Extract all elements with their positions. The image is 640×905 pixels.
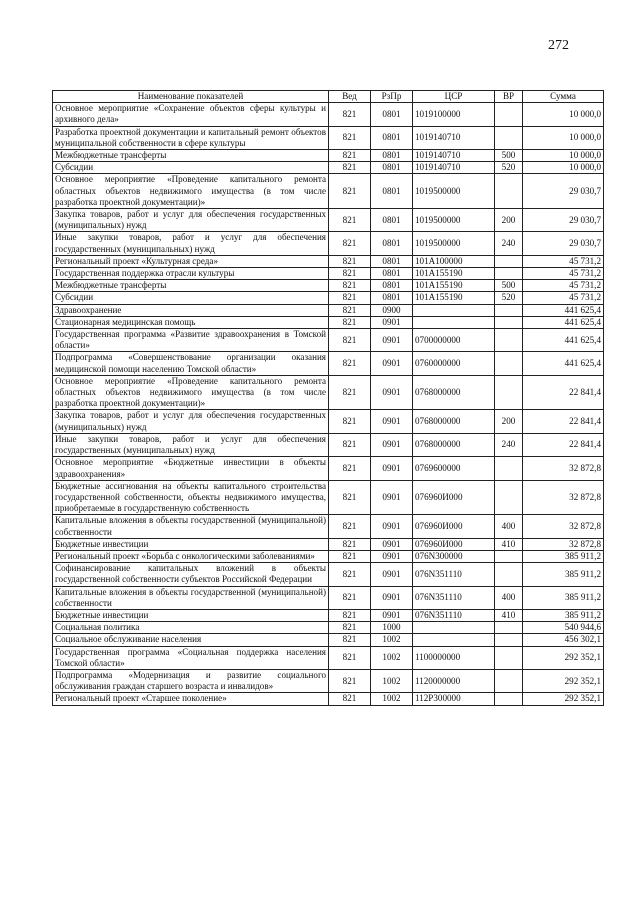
sum-cell: 441 625,4	[523, 304, 604, 316]
sum-cell: 45 731,2	[523, 255, 604, 267]
sum-cell: 540 944,6	[523, 622, 604, 634]
ved-cell: 821	[329, 693, 371, 705]
table-row	[53, 103, 604, 126]
csr-cell: 1019500000	[413, 232, 495, 255]
vr-cell	[495, 126, 523, 149]
vr-cell	[495, 316, 523, 328]
header-name: Наименование показателей	[53, 91, 329, 103]
csr-cell: 1019500000	[413, 209, 495, 232]
ved-cell: 821	[329, 150, 371, 162]
vr-cell	[495, 103, 523, 126]
table-row	[53, 255, 604, 267]
row-name-cell: Региональный проект «Старшее поколение»	[53, 693, 329, 705]
table-row	[53, 646, 604, 669]
csr-cell: 101A155190	[413, 292, 495, 304]
rzpr-cell: 0801	[371, 255, 413, 267]
csr-cell: 076N351110	[413, 609, 495, 621]
vr-cell	[495, 646, 523, 669]
csr-cell: 101A155190	[413, 268, 495, 280]
sum-cell: 22 841,4	[523, 433, 604, 456]
rzpr-cell: 0801	[371, 174, 413, 209]
ved-cell: 821	[329, 126, 371, 149]
vr-cell	[495, 174, 523, 209]
row-name-cell: Иные закупки товаров, работ и услуг для обеспечения государственных (муниципальных) нужд	[53, 232, 329, 255]
sum-cell: 10 000,0	[523, 150, 604, 162]
rzpr-cell: 1002	[371, 669, 413, 692]
row-name-cell: Межбюджетные трансферты	[53, 150, 329, 162]
ved-cell: 821	[329, 457, 371, 480]
table-row	[53, 292, 604, 304]
header-vr: ВР	[495, 91, 523, 103]
row-name-cell: Межбюджетные трансферты	[53, 280, 329, 292]
rzpr-cell: 0801	[371, 162, 413, 174]
row-name-cell: Основное мероприятие «Сохранение объектов сферы культуры и архивного дела»	[53, 103, 329, 126]
row-name-cell: Государственная программа «Развитие здравоохранения в Томской области»	[53, 329, 329, 352]
table-row	[53, 609, 604, 621]
csr-cell	[413, 634, 495, 646]
table-row	[53, 280, 604, 292]
sum-cell: 29 030,7	[523, 232, 604, 255]
rzpr-cell: 0901	[371, 375, 413, 410]
ved-cell: 821	[329, 375, 371, 410]
row-name-cell: Социальная политика	[53, 622, 329, 634]
vr-cell	[495, 375, 523, 410]
sum-cell: 385 911,2	[523, 586, 604, 609]
rzpr-cell: 0901	[371, 538, 413, 550]
row-name-cell: Бюджетные инвестиции	[53, 609, 329, 621]
csr-cell: 0700000000	[413, 329, 495, 352]
row-name-cell: Государственная программа «Социальная поддержка населения Томской области»	[53, 646, 329, 669]
ved-cell: 821	[329, 268, 371, 280]
ved-cell: 821	[329, 634, 371, 646]
row-name-cell: Региональный проект «Культурная среда»	[53, 255, 329, 267]
csr-cell: 1019140710	[413, 150, 495, 162]
csr-cell	[413, 316, 495, 328]
rzpr-cell: 0801	[371, 292, 413, 304]
table-row	[53, 634, 604, 646]
rzpr-cell: 0901	[371, 410, 413, 433]
csr-cell: 101A100000	[413, 255, 495, 267]
header-rzpr: РзПр	[371, 91, 413, 103]
csr-cell: 0768000000	[413, 375, 495, 410]
csr-cell: 0760000000	[413, 352, 495, 375]
rzpr-cell: 0901	[371, 586, 413, 609]
vr-cell	[495, 457, 523, 480]
vr-cell: 520	[495, 292, 523, 304]
csr-cell: 1120000000	[413, 669, 495, 692]
sum-cell: 10 000,0	[523, 103, 604, 126]
csr-cell: 1019100000	[413, 103, 495, 126]
rzpr-cell: 0801	[371, 126, 413, 149]
vr-cell: 200	[495, 410, 523, 433]
vr-cell: 500	[495, 280, 523, 292]
vr-cell: 520	[495, 162, 523, 174]
sum-cell: 441 625,4	[523, 316, 604, 328]
table-row	[53, 329, 604, 352]
sum-cell: 292 352,1	[523, 693, 604, 705]
rzpr-cell: 0801	[371, 103, 413, 126]
sum-cell: 32 872,8	[523, 480, 604, 515]
vr-cell	[495, 352, 523, 375]
rzpr-cell: 0901	[371, 609, 413, 621]
sum-cell: 22 841,4	[523, 410, 604, 433]
row-name-cell: Софинансирование капитальных вложений в объекты государственной собственности субъектов Российской Федерации	[53, 563, 329, 586]
ved-cell: 821	[329, 209, 371, 232]
vr-cell: 240	[495, 232, 523, 255]
ved-cell: 821	[329, 550, 371, 562]
csr-cell: 076960И000	[413, 538, 495, 550]
rzpr-cell: 0901	[371, 433, 413, 456]
row-name-cell: Капитальные вложения в объекты государственной (муниципальной) собственности	[53, 586, 329, 609]
rzpr-cell: 0901	[371, 515, 413, 538]
row-name-cell: Закупка товаров, работ и услуг для обеспечения государственных (муниципальных) нужд	[53, 209, 329, 232]
vr-cell	[495, 563, 523, 586]
row-name-cell: Основное мероприятие «Бюджетные инвестиции в объекты здравоохранения»	[53, 457, 329, 480]
rzpr-cell: 0901	[371, 480, 413, 515]
row-name-cell: Закупка товаров, работ и услуг для обеспечения государственных (муниципальных) нужд	[53, 410, 329, 433]
row-name-cell: Подпрограмма «Модернизация и развитие социального обслуживания граждан старшего возраста и инвалидов»	[53, 669, 329, 692]
rzpr-cell: 0801	[371, 232, 413, 255]
csr-cell: 076960И000	[413, 515, 495, 538]
sum-cell: 45 731,2	[523, 268, 604, 280]
rzpr-cell: 0901	[371, 329, 413, 352]
rzpr-cell: 0901	[371, 316, 413, 328]
sum-cell: 45 731,2	[523, 292, 604, 304]
ved-cell: 821	[329, 280, 371, 292]
row-name-cell: Региональный проект «Борьба с онкологическими заболеваниями»	[53, 550, 329, 562]
sum-cell: 45 731,2	[523, 280, 604, 292]
sum-cell: 441 625,4	[523, 352, 604, 375]
row-name-cell: Разработка проектной документации и капитальный ремонт объектов муниципальной собственности в сфере культуры	[53, 126, 329, 149]
rzpr-cell: 0801	[371, 280, 413, 292]
rzpr-cell: 0901	[371, 352, 413, 375]
table-row	[53, 304, 604, 316]
ved-cell: 821	[329, 255, 371, 267]
table-row	[53, 538, 604, 550]
header-sum: Сумма	[523, 91, 604, 103]
row-name-cell: Иные закупки товаров, работ и услуг для обеспечения государственных (муниципальных) нужд	[53, 433, 329, 456]
ved-cell: 821	[329, 538, 371, 550]
csr-cell: 076N351110	[413, 586, 495, 609]
header-csr: ЦСР	[413, 91, 495, 103]
row-name-cell: Стационарная медицинская помощь	[53, 316, 329, 328]
csr-cell: 1019140710	[413, 126, 495, 149]
ved-cell: 821	[329, 410, 371, 433]
vr-cell	[495, 304, 523, 316]
vr-cell: 400	[495, 515, 523, 538]
vr-cell	[495, 634, 523, 646]
page-number: 272	[548, 38, 569, 53]
vr-cell	[495, 329, 523, 352]
ved-cell: 821	[329, 352, 371, 375]
sum-cell: 292 352,1	[523, 646, 604, 669]
csr-cell: 1019140710	[413, 162, 495, 174]
sum-cell: 32 872,8	[523, 538, 604, 550]
table-row	[53, 457, 604, 480]
table-row	[53, 410, 604, 433]
rzpr-cell: 1002	[371, 634, 413, 646]
rzpr-cell: 0900	[371, 304, 413, 316]
ved-cell: 821	[329, 563, 371, 586]
vr-cell	[495, 550, 523, 562]
vr-cell	[495, 255, 523, 267]
ved-cell: 821	[329, 515, 371, 538]
csr-cell: 076N351110	[413, 563, 495, 586]
table-row	[53, 563, 604, 586]
table-row	[53, 174, 604, 209]
vr-cell	[495, 268, 523, 280]
vr-cell: 410	[495, 609, 523, 621]
table-row	[53, 515, 604, 538]
table-row	[53, 433, 604, 456]
sum-cell: 385 911,2	[523, 609, 604, 621]
ved-cell: 821	[329, 316, 371, 328]
sum-cell: 385 911,2	[523, 550, 604, 562]
csr-cell	[413, 622, 495, 634]
csr-cell: 1100000000	[413, 646, 495, 669]
ved-cell: 821	[329, 174, 371, 209]
csr-cell	[413, 304, 495, 316]
vr-cell: 200	[495, 209, 523, 232]
table-row	[53, 586, 604, 609]
csr-cell: 0769600000	[413, 457, 495, 480]
table-row	[53, 232, 604, 255]
row-name-cell: Государственная поддержка отрасли культуры	[53, 268, 329, 280]
sum-cell: 456 302,1	[523, 634, 604, 646]
table-row	[53, 126, 604, 149]
vr-cell: 500	[495, 150, 523, 162]
vr-cell	[495, 669, 523, 692]
vr-cell: 410	[495, 538, 523, 550]
table-body	[53, 103, 604, 705]
ved-cell: 821	[329, 329, 371, 352]
ved-cell: 821	[329, 622, 371, 634]
csr-cell: 1019500000	[413, 174, 495, 209]
csr-cell: 0768000000	[413, 410, 495, 433]
row-name-cell: Субсидии	[53, 162, 329, 174]
table-row	[53, 150, 604, 162]
sum-cell: 10 000,0	[523, 162, 604, 174]
rzpr-cell: 0801	[371, 268, 413, 280]
table-row	[53, 550, 604, 562]
row-name-cell: Основное мероприятие «Проведение капитального ремонта областных объектов недвижимого имущества (в том числе разработка проектной документации)»	[53, 375, 329, 410]
table-row	[53, 622, 604, 634]
ved-cell: 821	[329, 304, 371, 316]
rzpr-cell: 0801	[371, 209, 413, 232]
row-name-cell: Бюджетные инвестиции	[53, 538, 329, 550]
rzpr-cell: 1002	[371, 693, 413, 705]
rzpr-cell: 1000	[371, 622, 413, 634]
rzpr-cell: 0901	[371, 457, 413, 480]
header-ved: Вед	[329, 91, 371, 103]
table-row	[53, 268, 604, 280]
table-row	[53, 375, 604, 410]
ved-cell: 821	[329, 292, 371, 304]
sum-cell: 32 872,8	[523, 515, 604, 538]
row-name-cell: Подпрограмма «Совершенствование организации оказания медицинской помощи населению Томской области»	[53, 352, 329, 375]
csr-cell: 112P300000	[413, 693, 495, 705]
table-row	[53, 209, 604, 232]
ved-cell: 821	[329, 586, 371, 609]
row-name-cell: Социальное обслуживание населения	[53, 634, 329, 646]
csr-cell: 076960И000	[413, 480, 495, 515]
ved-cell: 821	[329, 480, 371, 515]
table-row	[53, 316, 604, 328]
ved-cell: 821	[329, 646, 371, 669]
csr-cell: 076N300000	[413, 550, 495, 562]
sum-cell: 385 911,2	[523, 563, 604, 586]
row-name-cell: Капитальные вложения в объекты государственной (муниципальной) собственности	[53, 515, 329, 538]
vr-cell	[495, 480, 523, 515]
row-name-cell: Основное мероприятие «Проведение капитального ремонта областных объектов недвижимого имущества (в том числе разработка проектной документации)»	[53, 174, 329, 209]
vr-cell	[495, 622, 523, 634]
rzpr-cell: 0901	[371, 550, 413, 562]
row-name-cell: Субсидии	[53, 292, 329, 304]
ved-cell: 821	[329, 609, 371, 621]
sum-cell: 10 000,0	[523, 126, 604, 149]
ved-cell: 821	[329, 103, 371, 126]
vr-cell: 400	[495, 586, 523, 609]
table-row	[53, 480, 604, 515]
vr-cell	[495, 693, 523, 705]
row-name-cell: Бюджетные ассигнования на объекты капитального строительства государственной собственности, объекты недвижимого имущества, приобретаемые в государственную собственность	[53, 480, 329, 515]
sum-cell: 22 841,4	[523, 375, 604, 410]
ved-cell: 821	[329, 433, 371, 456]
rzpr-cell: 0901	[371, 563, 413, 586]
ved-cell: 821	[329, 162, 371, 174]
rzpr-cell: 0801	[371, 150, 413, 162]
sum-cell: 441 625,4	[523, 329, 604, 352]
csr-cell: 0768000000	[413, 433, 495, 456]
csr-cell: 101A155190	[413, 280, 495, 292]
sum-cell: 29 030,7	[523, 174, 604, 209]
row-name-cell: Здравоохранение	[53, 304, 329, 316]
ved-cell: 821	[329, 232, 371, 255]
table-row	[53, 162, 604, 174]
vr-cell: 240	[495, 433, 523, 456]
table-header-row	[53, 91, 604, 103]
table-row	[53, 352, 604, 375]
ved-cell: 821	[329, 669, 371, 692]
table-row	[53, 669, 604, 692]
table-row	[53, 693, 604, 705]
budget-table	[52, 90, 604, 706]
sum-cell: 32 872,8	[523, 457, 604, 480]
sum-cell: 292 352,1	[523, 669, 604, 692]
rzpr-cell: 1002	[371, 646, 413, 669]
sum-cell: 29 030,7	[523, 209, 604, 232]
